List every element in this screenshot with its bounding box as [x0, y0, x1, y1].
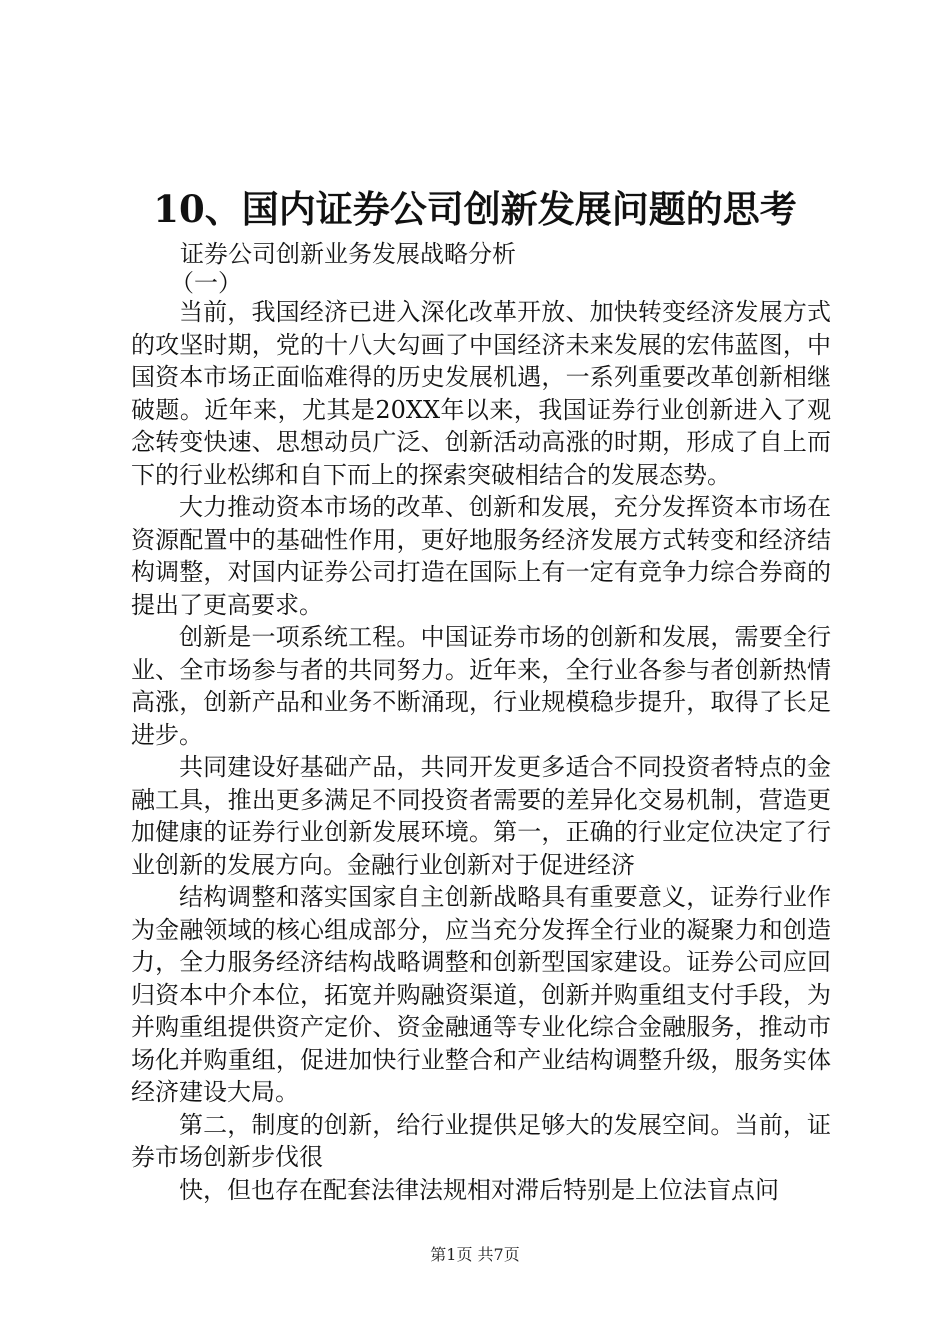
paragraph: 创新是一项系统工程。中国证券市场的创新和发展，需要全行业、全市场参与者的共同努力。近年来，全行业各参与者创新热情高涨，创新产品和业务不断涌现，行业规模稳步提升，取得了长足进步。 [131, 623, 831, 749]
paragraph: 当前，我国经济已进入深化改革开放、加快转变经济发展方式的攻坚时期，党的十八大勾画了中国经济未来发展的宏伟蓝图，中国资本市场正面临难得的历史发展机遇，一系列重要改革创新相继破题。近年来，尤其是20XX年以来，我国证券行业创新进入了观念转变快速、思想动员广泛、创新活动高涨的时期，形成了自上而下的行业松绑和自下而上的探索突破相结合的发展态势。 [131, 298, 831, 489]
paragraph: 结构调整和落实国家自主创新战略具有重要意义，证券行业作为金融领域的核心组成部分，应当充分发挥全行业的凝聚力和创造力，全力服务经济结构战略调整和创新型国家建设。证券公司应回归资本中介本位，拓宽并购融资渠道，创新并购重组支付手段，为并购重组提供资产定价、资金融通等专业化综合金融服务，推动市场化并购重组，促进加快行业整合和产业结构调整升级，服务实体经济建设大局。 [131, 883, 831, 1106]
section-number: （一） [170, 269, 242, 297]
paragraph: 快，但也存在配套法律法规相对滞后特别是上位法盲点问 [179, 1175, 779, 1204]
page-footer: 第1页 共7页 [430, 1245, 520, 1264]
document-title: 10、国内证券公司创新发展问题的思考 [153, 187, 797, 231]
paragraph: 共同建设好基础产品，共同开发更多适合不同投资者特点的金融工具，推出更多满足不同投资者需要的差异化交易机制，营造更加健康的证券行业创新发展环境。第一，正确的行业定位决定了行业创新的发展方向。金融行业创新对于促进经济 [131, 753, 831, 879]
document-subtitle: 证券公司创新业务发展战略分析 [180, 240, 516, 268]
paragraph: 大力推动资本市场的改革、创新和发展，充分发挥资本市场在资源配置中的基础性作用，更好地服务经济发展方式转变和经济结构调整，对国内证券公司打造在国际上有一定有竞争力综合券商的提出了更高要求。 [131, 493, 831, 619]
document-body [131, 296, 831, 1206]
paragraph: 第二，制度的创新，给行业提供足够大的发展空间。当前，证券市场创新步伐很 [131, 1110, 831, 1171]
